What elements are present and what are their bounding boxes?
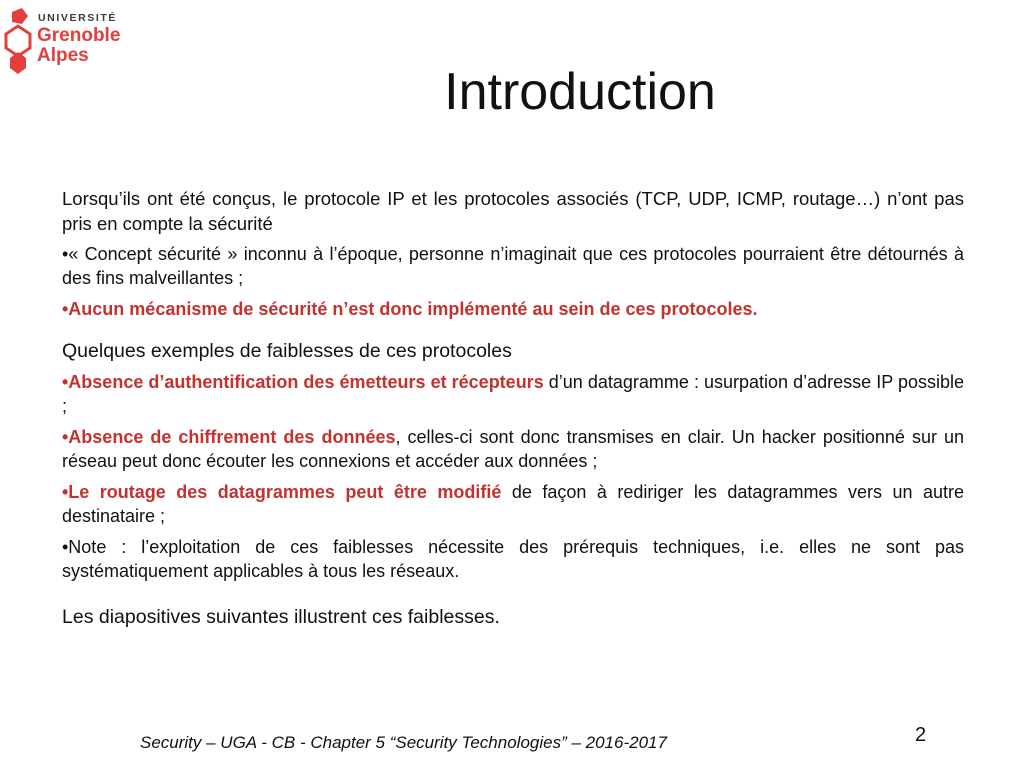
weaknesses-heading: Quelques exemples de faiblesses de ces protocoles [62,340,512,362]
bullet-aucun-mecanisme: •Aucun mécanisme de sécurité n’est donc implémenté au sein de ces protocoles. [62,299,758,319]
slide-body [62,186,964,630]
university-logo [4,4,134,84]
bullet-note: •Note : l’exploitation de ces faiblesses nécessite des prérequis techniques, i.e. elles ne sont pas systématiquement applicables à tous les réseaux. [62,537,964,581]
slide-title: Introduction [444,63,716,121]
intro-paragraph: Lorsqu’ils ont été conçus, le protocole IP et les protocoles associés (TCP, UDP, ICMP, routage…) n’ont pas pris en compte la sécurité [62,188,964,234]
bullet-routage [62,480,964,528]
bullet-authentification [62,370,964,418]
bullet-routage-rest: de façon à rediriger les datagrammes vers un autre destinataire ; [62,482,964,526]
slide-footer: Security – UGA - CB - Chapter 5 “Security Technologies” – 2016-2017 [140,733,667,752]
closing-paragraph: Les diapositives suivantes illustrent ces faiblesses. [62,606,500,628]
logo-emblem-icon [4,4,34,80]
logo-universite-text: UNIVERSITÉ [38,12,118,24]
bullet-chiffrement [62,425,964,473]
bullet-authentification-highlight: •Absence d’authentification des émetteurs et récepteurs [62,372,544,392]
page-number: 2 [915,724,927,746]
bullet-authentification-rest: d’un datagramme : usurpation d’adresse IP possible ; [62,372,964,416]
logo-alpes-text: Alpes [37,45,89,66]
bullet-chiffrement-rest: , celles-ci sont donc transmises en clair. Un hacker positionné sur un réseau peut donc écouter les connexions et accéder aux données ; [62,427,964,471]
bullet-chiffrement-highlight: •Absence de chiffrement des données [62,427,396,447]
bullet-concept-securite: •« Concept sécurité » inconnu à l’époque, personne n’imaginait que ces protocoles pourraient être détournés à des fins malveillantes ; [62,244,964,288]
bullet-routage-highlight: •Le routage des datagrammes peut être modifié [62,482,502,502]
logo-grenoble-text: Grenoble [37,25,121,46]
